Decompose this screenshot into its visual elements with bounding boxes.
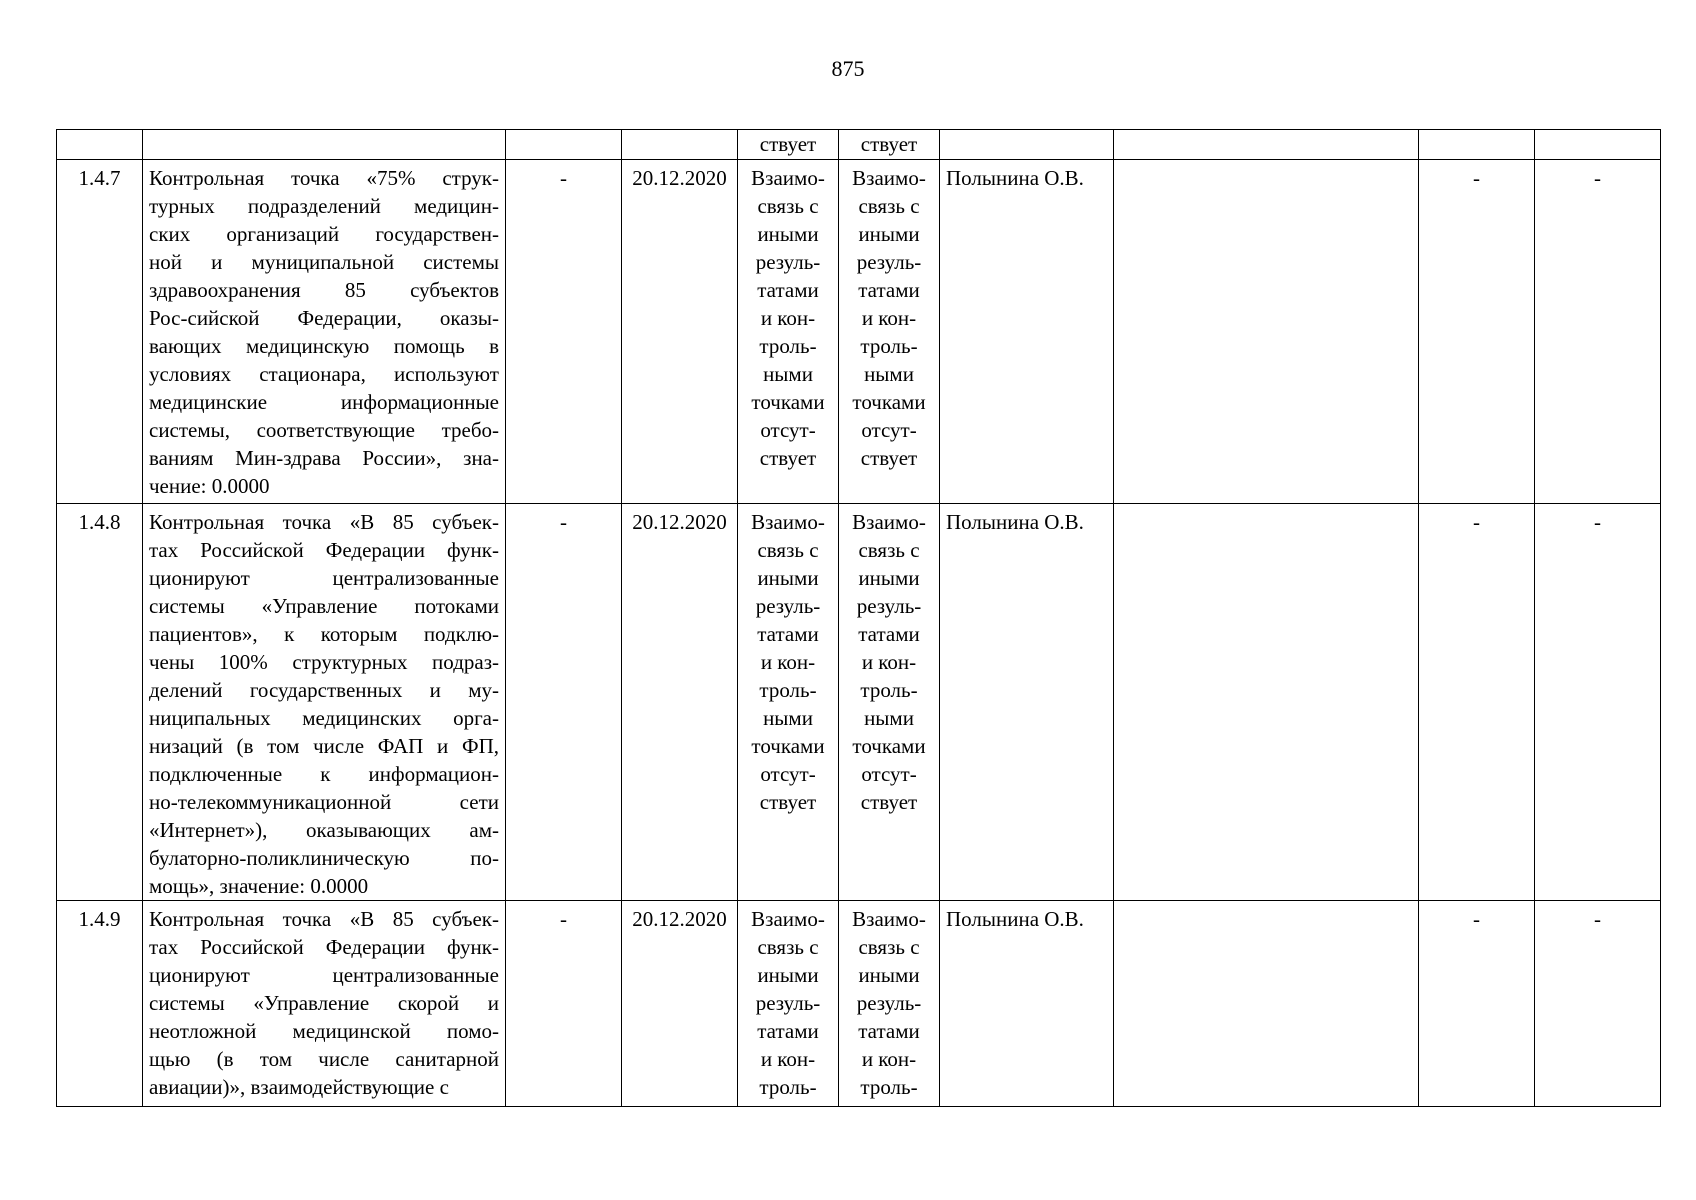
- text-line: системы «Управление скорой и: [149, 991, 499, 1015]
- text-line: резуль-: [755, 250, 821, 274]
- text-line: троль-: [759, 678, 817, 702]
- text-line: ствует: [860, 790, 918, 814]
- cell-end: [622, 130, 738, 160]
- text-line: булаторно-поликлиническую по-: [149, 846, 499, 870]
- text-line: системы, соответствующие требо-: [149, 418, 499, 442]
- cell-document: [1114, 901, 1419, 1107]
- cell-responsible: Полынина О.В.: [940, 160, 1114, 504]
- cell-name: [143, 160, 506, 504]
- text-line: резуль-: [856, 991, 922, 1015]
- cell-relation-a: [738, 901, 839, 1107]
- text-line: связь с: [858, 935, 920, 959]
- text-line: Взаимо-: [751, 907, 825, 931]
- cell-document: [1114, 504, 1419, 901]
- text-line: неотложной медицинской помо-: [149, 1019, 499, 1043]
- cell-relation-b: [839, 901, 940, 1107]
- text-line: Взаимо-: [852, 907, 926, 931]
- control-points-table: [56, 129, 1661, 1107]
- text-line: связь с: [858, 194, 920, 218]
- text-line: ными: [864, 706, 914, 730]
- text-line: отсут-: [760, 418, 816, 442]
- text-line: троль-: [759, 1075, 817, 1099]
- cell-responsible: Полынина О.В.: [940, 504, 1114, 901]
- cell-relation-b: [839, 160, 940, 504]
- cell-col9: [1419, 130, 1535, 160]
- text-line: отсут-: [861, 762, 917, 786]
- text-line: медицинские информационные: [149, 390, 499, 414]
- cell-col10: -: [1535, 504, 1661, 901]
- text-line: татами: [757, 278, 819, 302]
- text-line: ной и муниципальной системы: [149, 250, 499, 274]
- cell-document: [1114, 130, 1419, 160]
- text-line: ными: [763, 706, 813, 730]
- text-line: ными: [864, 362, 914, 386]
- cell-name: [143, 130, 506, 160]
- text-line: тах Российской Федерации функ-: [149, 935, 499, 959]
- text-line: ными: [763, 362, 813, 386]
- text-line: точками: [751, 734, 825, 758]
- text-line: чение: 0.0000: [149, 474, 270, 498]
- text-line: ционируют централизованные: [149, 963, 499, 987]
- text-line: иными: [858, 222, 920, 246]
- text-line: и кон-: [861, 650, 917, 674]
- text-line: точками: [852, 390, 926, 414]
- cell-relation-a: [738, 160, 839, 504]
- cell-col9: -: [1419, 160, 1535, 504]
- text-line: ствует: [759, 790, 817, 814]
- text-line: иными: [757, 963, 819, 987]
- text-line: иными: [757, 222, 819, 246]
- text-line: и кон-: [760, 650, 816, 674]
- text-line: Взаимо-: [852, 166, 926, 190]
- text-line: резуль-: [856, 250, 922, 274]
- text-line: иными: [757, 566, 819, 590]
- text-line: Рос-сийской Федерации, оказы-: [149, 306, 499, 330]
- text-line: пациентов», к которым подклю-: [149, 622, 499, 646]
- text-line: мощь», значение: 0.0000: [149, 874, 369, 898]
- text-line: ских организаций государствен-: [149, 222, 499, 246]
- text-line: татами: [858, 1019, 920, 1043]
- table-row: [57, 160, 1661, 504]
- text-line: связь с: [757, 935, 819, 959]
- text-line: авиации)», взаимодействующие с: [149, 1075, 449, 1099]
- cell-col10: [1535, 130, 1661, 160]
- cell-document: [1114, 160, 1419, 504]
- text-line: связь с: [757, 538, 819, 562]
- text-line: и кон-: [760, 1047, 816, 1071]
- cell-end: 20.12.2020: [622, 901, 738, 1107]
- cell-end: 20.12.2020: [622, 504, 738, 901]
- text-line: и кон-: [760, 306, 816, 330]
- text-line: вающих медицинскую помощь в: [149, 334, 499, 358]
- text-line: татами: [858, 278, 920, 302]
- text-line: троль-: [860, 678, 918, 702]
- text-line: точками: [751, 390, 825, 414]
- continuation-row: [57, 130, 1661, 160]
- cell-num: 1.4.9: [57, 901, 143, 1107]
- text-line: здравоохранения 85 субъектов: [149, 278, 499, 302]
- cell-num: [57, 130, 143, 160]
- table-row: [57, 504, 1661, 901]
- text-line: троль-: [860, 1075, 918, 1099]
- text-line: связь с: [757, 194, 819, 218]
- text-line: Контрольная точка «В 85 субъек-: [149, 907, 499, 931]
- cell-relation-a: ствует: [738, 130, 839, 160]
- text-line: и кон-: [861, 306, 917, 330]
- cell-start: [506, 130, 622, 160]
- text-line: ваниям Мин-здрава России», зна-: [149, 446, 499, 470]
- text-line: «Интернет»), оказывающих ам-: [149, 818, 499, 842]
- cell-relation-a: [738, 504, 839, 901]
- cell-col9: -: [1419, 504, 1535, 901]
- text-line: Взаимо-: [751, 510, 825, 534]
- text-line: татами: [757, 1019, 819, 1043]
- text-line: резуль-: [755, 594, 821, 618]
- text-line: системы «Управление потоками: [149, 594, 499, 618]
- cell-col10: -: [1535, 160, 1661, 504]
- text-line: Контрольная точка «В 85 субъек-: [149, 510, 499, 534]
- cell-start: -: [506, 160, 622, 504]
- text-line: связь с: [858, 538, 920, 562]
- text-line: ционируют централизованные: [149, 566, 499, 590]
- text-line: Взаимо-: [751, 166, 825, 190]
- text-line: Взаимо-: [852, 510, 926, 534]
- page-number: 875: [831, 56, 865, 81]
- text-line: отсут-: [760, 762, 816, 786]
- text-line: троль-: [759, 334, 817, 358]
- text-line: тах Российской Федерации функ-: [149, 538, 499, 562]
- cell-responsible: Полынина О.В.: [940, 901, 1114, 1107]
- cell-start: -: [506, 504, 622, 901]
- text-line: ствует: [759, 446, 817, 470]
- cell-start: -: [506, 901, 622, 1107]
- text-line: щью (в том числе санитарной: [149, 1047, 499, 1071]
- cell-name: [143, 901, 506, 1107]
- text-line: чены 100% структурных подраз-: [149, 650, 499, 674]
- cell-relation-b: ствует: [839, 130, 940, 160]
- text-line: точками: [852, 734, 926, 758]
- text-line: отсут-: [861, 418, 917, 442]
- cell-relation-b: [839, 504, 940, 901]
- cell-col9: -: [1419, 901, 1535, 1107]
- text-line: подключенные к информацион-: [149, 762, 499, 786]
- text-line: турных подразделений медицин-: [149, 194, 499, 218]
- text-line: резуль-: [755, 991, 821, 1015]
- cell-num: 1.4.8: [57, 504, 143, 901]
- cell-num: 1.4.7: [57, 160, 143, 504]
- text-line: татами: [858, 622, 920, 646]
- text-line: ствует: [860, 446, 918, 470]
- text-line: иными: [858, 566, 920, 590]
- text-line: условиях стационара, используют: [149, 362, 499, 386]
- text-line: Контрольная точка «75% струк-: [149, 166, 499, 190]
- text-line: татами: [757, 622, 819, 646]
- text-line: низаций (в том числе ФАП и ФП,: [149, 734, 499, 758]
- table-row: [57, 901, 1661, 1107]
- cell-responsible: [940, 130, 1114, 160]
- text-line: резуль-: [856, 594, 922, 618]
- cell-end: 20.12.2020: [622, 160, 738, 504]
- text-line: ниципальных медицинских орга-: [149, 706, 499, 730]
- text-line: иными: [858, 963, 920, 987]
- cell-col10: -: [1535, 901, 1661, 1107]
- text-line: и кон-: [861, 1047, 917, 1071]
- text-line: делений государственных и му-: [149, 678, 499, 702]
- text-line: троль-: [860, 334, 918, 358]
- cell-name: [143, 504, 506, 901]
- text-line: но-телекоммуникационной сети: [149, 790, 499, 814]
